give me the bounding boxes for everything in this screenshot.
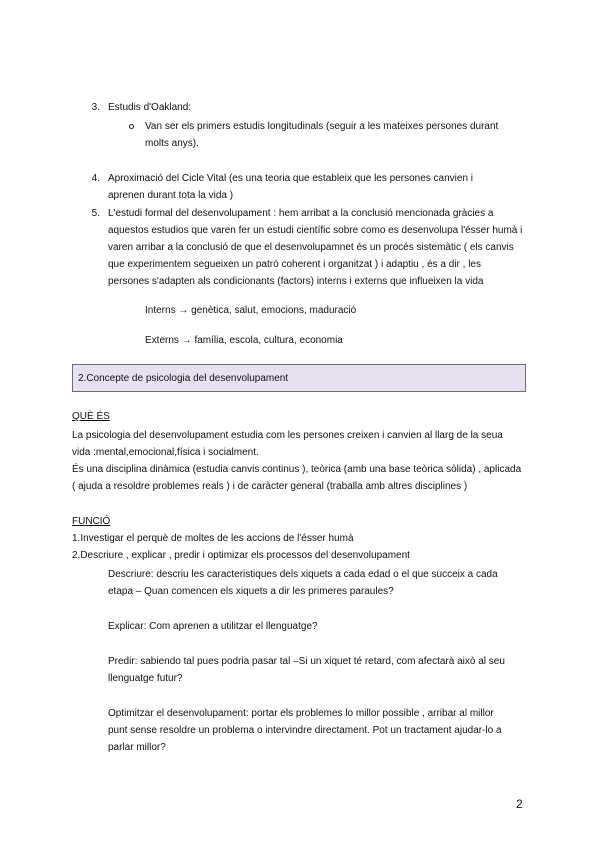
list-item-3-title: Estudis d'Oakland: <box>108 102 192 113</box>
externs-line: Externs → família, escola, cultura, economia <box>145 335 343 346</box>
list-item-5-line: L'estudi formal del desenvolupament : hem arribat a la conclusió mencionada gràcies a <box>108 208 494 219</box>
section-title: 2.Concepte de psicologia del desenvolupament <box>78 373 289 384</box>
list-item-5-line: persones s'adapten als condicionants (factors) interns i externs que influeixen la vida <box>108 276 484 287</box>
list-item-4-line: Aproximació del Cicle Vital (es una teoria que estableix que les persones canvien i <box>108 173 474 184</box>
list-number-3: 3. <box>91 102 100 113</box>
interns-line: Interns → genètica, salut, emocions, maduració <box>145 305 357 316</box>
funcio-point: 1.Investigar el perquè de moltes de les accions de l'ésser humà <box>72 533 354 544</box>
explicar-line: Explicar: Com aprenen a utilitzar el llenguatge? <box>108 621 318 632</box>
list-item-5-line: varen arribar a la conclusió de que el desenvolupamnet és un procés sistemàtic ( els canvis <box>108 242 514 253</box>
list-item-5-line: que experimentem segueixen un patró coherent i organitzat ) i adaptiu , és a dir , les <box>108 259 481 270</box>
funcio-point: 2.Descriure , explicar , predir i optimizar els processos del desenvolupament <box>72 550 410 561</box>
list-item-5-line: aquestos estudios que varen fer un estudi científic sobre como es desenvolupa l'ésser humà i <box>108 225 523 236</box>
predir-line: Predir: sabiendo tal pues podria pasar tal –Si un xiquet té retard, com afectarà això al seu <box>108 656 505 667</box>
hollow-bullet-icon <box>129 124 134 129</box>
descriure-line: Descriure: descriu les caracteristiques dels xiquets a cada edad o el que succeix a cada <box>108 569 498 580</box>
list-number-4: 4. <box>91 173 100 184</box>
page-number: 2 <box>516 797 523 811</box>
paragraph-line: La psicologia del desenvolupament estudia com les persones creixen i canvien al llarg de la seua <box>72 430 503 441</box>
paragraph-line: És una disciplina dinàmica (estudia canvis continus ), teòrica (amb una base teòrica sòlida) , aplicada <box>72 464 522 475</box>
funcio-heading: FUNCIÓ <box>72 516 111 527</box>
optimitzar-line: Optimitzar el desenvolupament: portar els problemes lo millor possible , arribar al millor <box>108 708 494 719</box>
list-item-4-line: aprenen durant tota la vida ) <box>108 190 234 201</box>
paragraph-line: vida :mental,emocional,física i socialment. <box>72 447 259 458</box>
optimitzar-line: punt sense resoldre un problema o intervindre directament. Pot un tractament ajudar-lo a <box>108 725 502 736</box>
predir-line: llenguatge futur? <box>108 673 183 684</box>
paragraph-line: ( ajuda a resoldre problemes reals ) i de caràcter general (traballa amb altres disciplines ) <box>72 481 468 492</box>
sub-bullet-line: molts anys). <box>145 138 199 149</box>
optimitzar-line: parlar millor? <box>108 742 166 753</box>
descriure-line: etapa – Quan comencen els xiquets a dir les primeres paraules? <box>108 586 394 597</box>
list-number-5: 5. <box>91 208 100 219</box>
section-heading-box <box>72 364 526 392</box>
sub-bullet-line: Van ser els primers estudis longitudinals (seguir a les mateixes persones durant <box>145 121 499 132</box>
que-es-heading: QUÈ ÉS <box>72 411 110 422</box>
